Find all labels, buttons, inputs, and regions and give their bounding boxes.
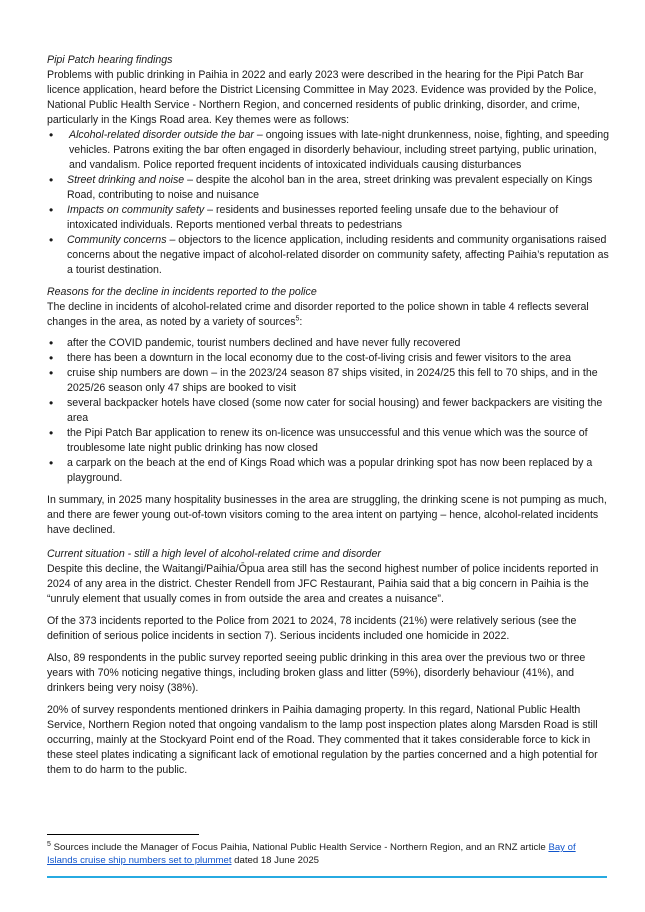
decline-intro — [47, 300, 611, 330]
themes-list — [47, 128, 611, 278]
theme-title: Impacts on community safety — [67, 204, 205, 216]
section-heading-decline-reasons: Reasons for the decline in incidents reported to the police — [47, 286, 317, 298]
decline-intro-end: : — [299, 316, 303, 328]
current-situation-paragraph-2: Of the 373 incidents reported to the Police from 2021 to 2024, 78 incidents (21%) were relatively serious (see the definition of serious police incidents in section 7). Serious incidents included one homicide in 2022. — [47, 615, 577, 642]
theme-text: – residents and businesses reported feeling unsafe due to the behaviour of intoxicated individuals. Reports mentioned verbal threats to pedestrians — [67, 204, 559, 231]
theme-text: – despite the alcohol ban in the area, street drinking was prevalent especially on Kings Road, contributing to noise and nuisance — [67, 174, 593, 201]
section-heading-pipi-patch: Pipi Patch hearing findings — [47, 54, 173, 66]
footnote-end: dated 18 June 2025 — [231, 855, 319, 866]
footnote-article-link[interactable]: Bay of Islands cruise ship numbers set to plummet — [47, 842, 576, 866]
theme-text: – objectors to the licence application, including residents and community organisations raised concerns about the negative impact of alcohol-related disorder on community safety, affecting Paihia’s reputation as a tourist destination. — [67, 234, 609, 276]
list-item — [47, 203, 611, 233]
footnote-number: 5 — [47, 840, 51, 848]
list-item: • after the COVID pandemic, tourist numbers declined and have never fully recovered — [47, 336, 611, 351]
list-item — [47, 233, 611, 278]
current-situation-paragraph-1: Despite this decline, the Waitangi/Paihia/Ōpua area still has the second highest number of police incidents reported in 2024 of any area in the district. Chester Rendell from JFC Restaurant, Paihia said that a big concern in Paihia is the “unruly element that usually comes in from outside the area and creates a nuisance”. — [47, 563, 599, 605]
list-item — [47, 173, 611, 203]
section-heading-current-situation: Current situation - still a high level of alcohol-related crime and disorder — [47, 548, 381, 560]
list-item: • cruise ship numbers are down – in the 2023/24 season 87 ships visited, in 2024/25 this fell to 70 ships, and in the 2025/26 season only 47 ships are booked to visit — [47, 366, 611, 396]
footnote-divider — [47, 834, 199, 835]
footnote-text: Sources include the Manager of Focus Paihia, National Public Health Service - Northern Region, and an RNZ article — [50, 842, 549, 853]
list-item: • a carpark on the beach at the end of Kings Road which was a popular drinking spot has now been replaced by a playground. — [47, 456, 611, 486]
summary-paragraph: In summary, in 2025 many hospitality businesses in the area are struggling, the drinking scene is not pumping as much, and there are fewer young out-of-town visitors coming to the area intent on partying – hence, alcohol-related incidents have declined. — [47, 494, 607, 536]
decline-reasons-list — [47, 336, 611, 486]
list-item: • there has been a downturn in the local economy due to the cost-of-living crisis and fewer visitors to the area — [47, 351, 611, 366]
current-situation-paragraph-4: 20% of survey respondents mentioned drinkers in Paihia damaging property. In this regard, National Public Health Service, Northern Region noted that ongoing vandalism to the lamp post inspection plates along Marsden Road is still occurring, mainly at the Stockyard Point end of the Road. They commented that it takes considerable force to kick in these steel plates indicating a significant lack of emotional regulation by the parties concerned and a high potential for them to do harm to the public. — [47, 704, 598, 776]
footnote-reference: 5 — [295, 315, 300, 323]
page-bottom-rule — [47, 876, 607, 878]
current-situation-paragraph-3: Also, 89 respondents in the public survey reported seeing public drinking in this area over the previous two or three years with 70% noticing negative things, including broken glass and litter (59%), disorderly behaviour (41%), and drinkers being very noisy (38%). — [47, 652, 586, 694]
document-page — [47, 53, 611, 785]
list-item: • several backpacker hotels have closed (some now cater for social housing) and fewer backpackers are visiting the area — [47, 396, 611, 426]
pipi-patch-intro: Problems with public drinking in Paihia in 2022 and early 2023 were described in the hearing for the Pipi Patch Bar licence application, heard before the District Licensing Committee in May 2023. Evidence was provided by the Police, National Public Health Service - Northern Region, and concerned residents of public drinking, disorder, and crime, particularly in the Kings Road area. Key themes were as follows: — [47, 69, 597, 126]
decline-intro-text: The decline in incidents of alcohol-related crime and disorder reported to the police shown in table 4 reflects several changes in the area, as noted by a variety of sources — [47, 301, 589, 328]
list-item: • the Pipi Patch Bar application to renew its on-licence was unsuccessful and this venue which was the source of troublesome late night public drinking has now closed — [47, 426, 611, 456]
theme-title: Alcohol-related disorder outside the bar — [69, 129, 254, 141]
footnote — [47, 841, 607, 867]
theme-title: Street drinking and noise — [67, 174, 185, 186]
theme-title: Community concerns — [67, 234, 167, 246]
theme-text: – ongoing issues with late-night drunkenness, noise, fighting, and speeding vehicles. Patrons exiting the bar often engaged in disorderly behaviour, including street partying, public urination, and vandalism. Police reported frequent incidents of intoxicated individuals causing disturbances — [69, 129, 610, 171]
list-item — [47, 128, 611, 173]
